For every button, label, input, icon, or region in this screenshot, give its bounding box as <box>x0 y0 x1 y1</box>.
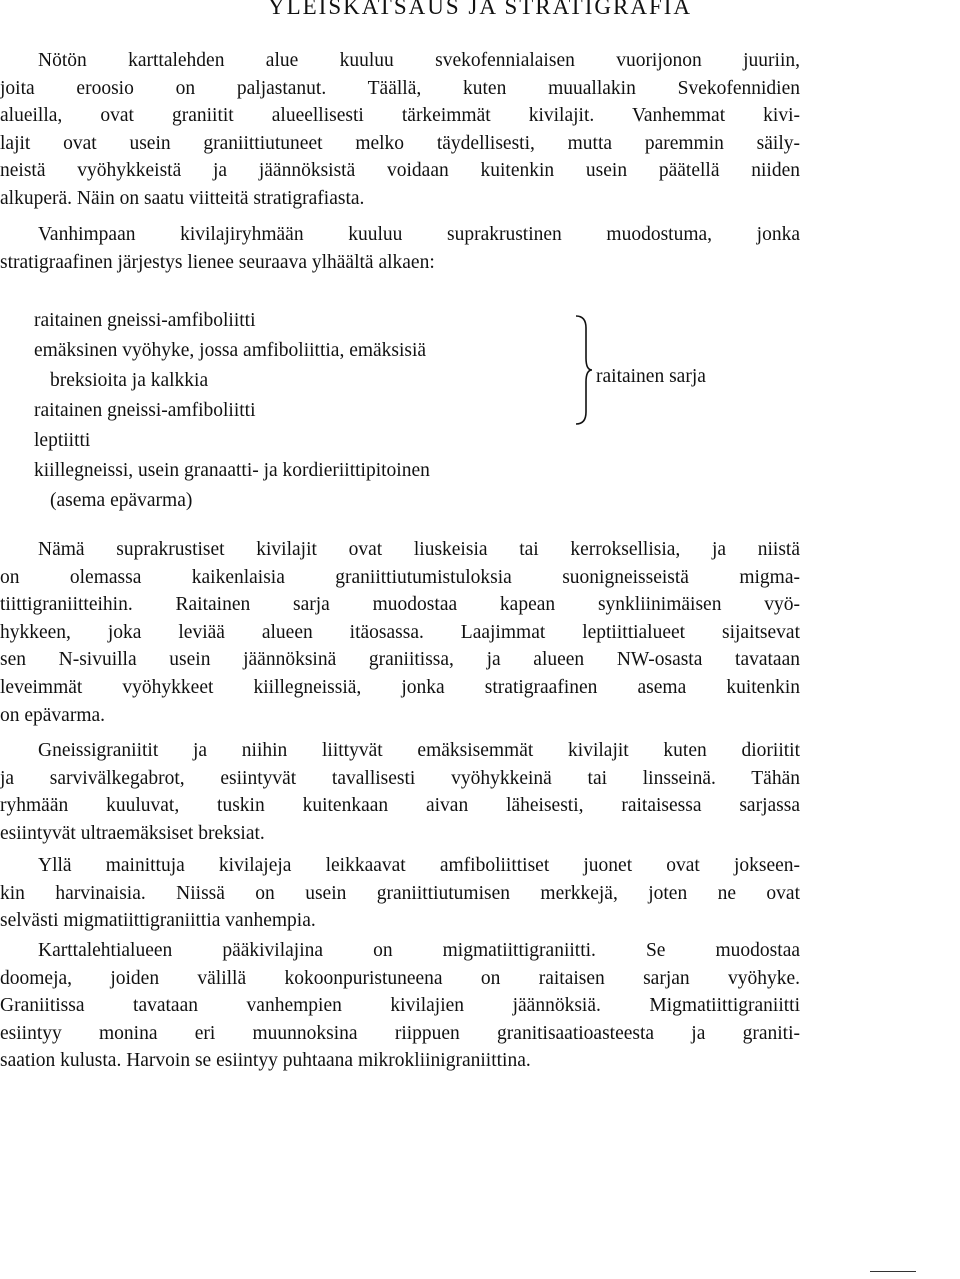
sequence-item: leptiitti <box>34 430 91 451</box>
text-line: lajit ovat usein graniittiutuneet melko täydellisesti, mutta paremmin säily- <box>0 132 800 154</box>
text-line: Nötön karttalehden alue kuuluu svekofennialaisen vuorijonon juuriin, <box>38 50 800 71</box>
text-line: neistä vyöhykkeistä ja jäännöksistä voidaan kuitenkin usein päätellä niiden <box>0 160 800 182</box>
paragraph-3 <box>0 536 800 729</box>
sequence-item: raitainen gneissi-amfiboliitti <box>34 400 256 421</box>
paragraph-2 <box>0 221 800 276</box>
section-heading: YLEISKATSAUS JA STRATIGRAFIA <box>267 0 693 19</box>
stratigraphic-sequence <box>34 306 430 516</box>
text-line: ja sarvivälkegabrot, esiintyvät tavallisesti vyöhykkeinä tai linsseinä. Tähän <box>0 767 800 789</box>
sequence-item: (asema epävarma) <box>50 490 193 511</box>
text-line: Vanhimpaan kivilajiryhmään kuuluu suprakrustinen muodostuma, jonka <box>38 224 800 245</box>
text-line: tiittigraniitteihin. Raitainen sarja muodostaa kapean synkliinimäisen vyö- <box>0 594 800 616</box>
text-line: Nämä suprakrustiset kivilajit ovat liuskeisia tai kerroksellisia, ja niistä <box>38 539 800 560</box>
text-line: leveimmät vyöhykkeet kiillegneissiä, jonka stratigraafinen asema kuitenkin <box>0 676 800 698</box>
paragraph-6 <box>0 937 800 1075</box>
text-line: esiintyy monina eri muunnoksina riippuen granitisaatioasteesta ja graniti- <box>0 1022 800 1044</box>
sequence-item: emäksinen vyöhyke, jossa amfiboliittia, emäksisiä <box>34 340 427 361</box>
text-line: alkuperä. Näin on saatu viitteitä stratigrafiasta. <box>0 187 365 209</box>
sequence-item: raitainen gneissi-amfiboliitti <box>34 310 256 331</box>
text-line: joita eroosio on paljastanut. Täällä, kuten muuallakin Svekofennidien <box>0 77 800 99</box>
text-line: hykkeen, joka leviää alueen itäosassa. Laajimmat leptiittialueet sijaitsevat <box>0 621 800 643</box>
text-line: on epävarma. <box>0 704 106 726</box>
text-line: alueilla, ovat graniitit alueellisesti tärkeimmät kivilajit. Vanhemmat kivi- <box>0 105 800 127</box>
curly-brace <box>570 314 594 426</box>
footer-rule <box>870 1271 916 1272</box>
text-line: on olemassa kaikenlaisia graniittiutumistuloksia suonigneisseistä migma- <box>0 566 800 588</box>
paragraph-5 <box>0 852 800 935</box>
text-line: Karttalehtialueen pääkivilajina on migmatiittigraniitti. Se muodostaa <box>38 940 800 961</box>
sequence-item: kiillegneissi, usein granaatti- ja kordieriittipitoinen <box>34 460 430 481</box>
text-line: stratigraafinen järjestys lienee seuraava ylhäältä alkaen: <box>0 251 435 273</box>
text-line: kin harvinaisia. Niissä on usein graniittiutumisen merkkejä, joten ne ovat <box>0 882 800 904</box>
text-line: Yllä mainittuja kivilajeja leikkaavat amfiboliittiset juonet ovat jokseen- <box>38 855 800 876</box>
paragraph-4 <box>0 737 800 847</box>
text-line: Graniitissa tavataan vanhempien kivilajien jäännöksiä. Migmatiittigraniitti <box>0 995 800 1017</box>
text-line: Gneissigraniitit ja niihin liittyvät emäksisemmät kivilajit kuten dioriitit <box>38 740 800 761</box>
text-line: doomeja, joiden välillä kokoonpuristuneena on raitaisen sarjan vyöhyke. <box>0 967 800 989</box>
brace-label: raitainen sarja <box>596 366 706 387</box>
text-line: ryhmään kuuluvat, tuskin kuitenkaan aivan läheisesti, raitaisessa sarjassa <box>0 795 800 817</box>
text-line: saation kulusta. Harvoin se esiintyy puhtaana mikrokliinigraniittina. <box>0 1050 531 1072</box>
paragraph-1 <box>0 47 800 213</box>
text-line: selvästi migmatiittigraniittia vanhempia. <box>0 910 316 932</box>
text-line: esiintyvät ultraemäksiset breksiat. <box>0 822 265 844</box>
sequence-item: breksioita ja kalkkia <box>50 370 209 391</box>
text-line: sen N-sivuilla usein jäännöksinä graniitissa, ja alueen NW-osasta tavataan <box>0 649 800 671</box>
